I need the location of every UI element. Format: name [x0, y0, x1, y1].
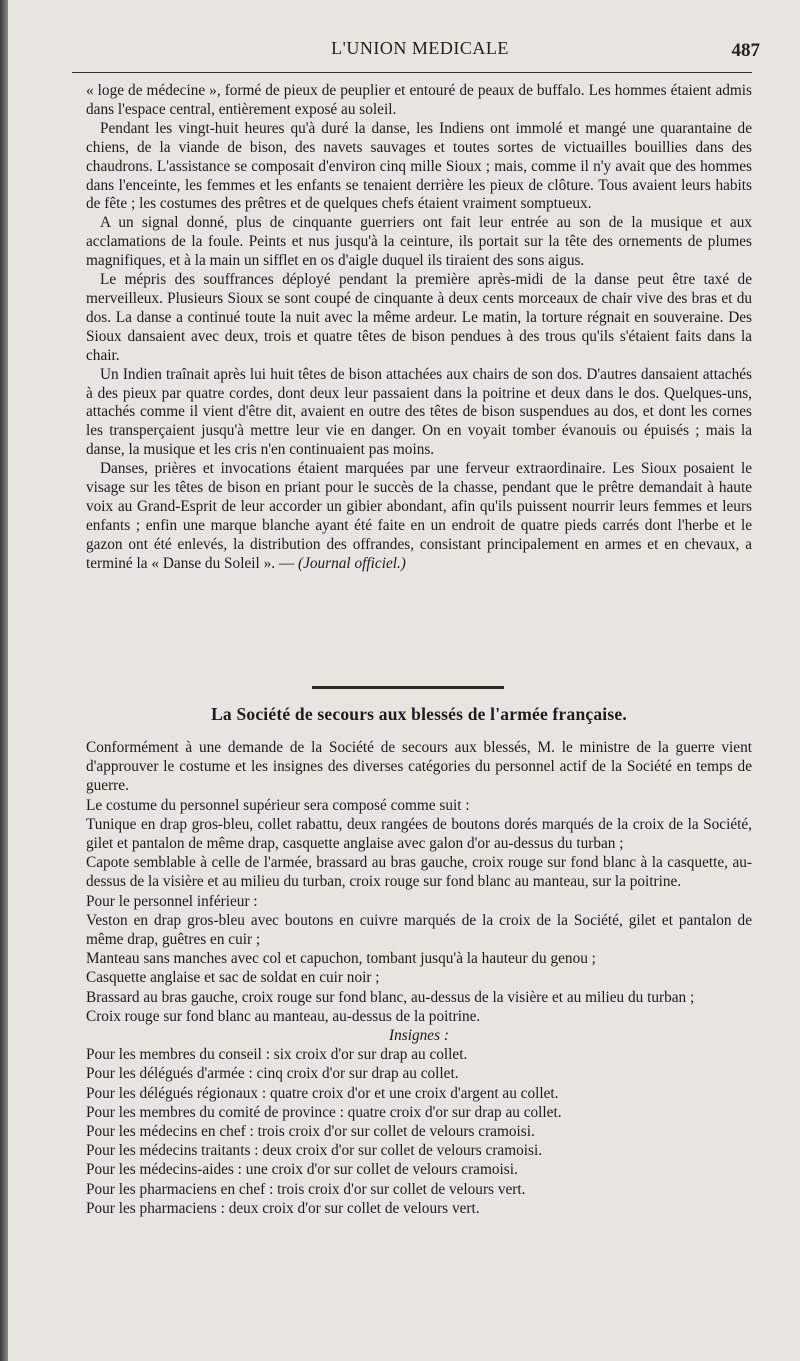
page-header [80, 36, 760, 66]
paragraph: Un Indien traînait après lui huit têtes de bison attachées aux chairs de son dos. D'autres dansaient attachés à des pieux par quatre cordes, dont deux leur passaient dans la poitrine et deux dans le dos. Quelques-uns, attachés comme il vient d'être dit, avaient en outre des têtes de bison suspendues au dos, et dont les cornes les transperçaient jusqu'à mettre leur vie en danger. On en voyait tomber évanouis ou épuisés ; mais la danse, la musique et les cris n'en continuaient pas moins. [86, 365, 752, 459]
paragraph: Capote semblable à celle de l'armée, brassard au bras gauche, croix rouge sur fond blanc à la casquette, au-dessus de la visière et au milieu du turban, croix rouge sur fond blanc au manteau, sur la poitrine. [86, 854, 752, 891]
insignes-heading: Insignes : [389, 1027, 449, 1045]
list-item: Pour les pharmaciens : deux croix d'or sur collet de velours vert. [86, 1199, 480, 1217]
paragraph: Pendant les vingt-huit heures qu'à duré la danse, les Indiens ont immolé et mangé une quarantaine de chiens, de la viande de bison, des navets sauvages et toutes sortes de victuailles bouillies dans des chaudrons. L'assistance se composait d'environ cinq mille Sioux ; mais, comme il n'y avait que des hommes dans l'enceinte, les femmes et les enfants se tenaient derrière les pieux de clôture. Tous avaient leurs habits de fête ; les costumes des prêtres et de quelques chefs étaient vraiment somptueux. [86, 119, 752, 213]
list-item: Pour les médecins en chef : trois croix d'or sur collet de velours cramoisi. [86, 1123, 535, 1141]
header-rule [72, 72, 752, 73]
paragraph: Le costume du personnel supérieur sera composé comme suit : [86, 796, 470, 814]
paragraph: Tunique en drap gros-bleu, collet rabattu, deux rangées de boutons dorés marqués de la croix de la Société, gilet et pantalon de même drap, casquette anglaise avec galon d'or au-dessus du turban ; [86, 815, 752, 853]
paragraph: Conformément à une demande de la Société de secours aux blessés, M. le ministre de la guerre vient d'approuver le costume et les insignes des diverses catégories du personnel actif de la Société en temps de guerre. [86, 739, 752, 795]
source-citation: (Journal officiel.) [298, 554, 406, 572]
paragraph: Le mépris des souffrances déployé pendant la première après-midi de la danse peut être taxé de merveilleux. Plusieurs Sioux se sont coupé de cinquante à deux cents morceaux de chair vive des bras et du dos. La danse a continué toute la nuit avec la même ardeur. Le matin, la torture régnait en souveraine. Des Sioux dansaient avec deux, trois et quatre têtes de bison pendues à des trous qu'ils s'étaient faits dans la chair. [86, 271, 752, 364]
paragraph-text: Danses, prières et invocations étaient marquées par une ferveur extraordinaire. Les Sioux posaient le visage sur les têtes de bison en priant pour le succès de la chasse, pendant que le prêtre demandait à haute voix au Grand-Esprit de leur accorder un gibier abondant, afin qu'ils puissent nourrir leurs femmes et leurs enfants ; enfin une marque blanche ayant été faite en un endroit de quatre pieds carrés dont l'herbe et le gazon ont été enlevés, la distribution des offrandes, consistant principalement en armes et en chevaux, a terminé la « Danse du Soleil ». — [86, 460, 752, 572]
section-separator [312, 686, 504, 689]
paragraph: Croix rouge sur fond blanc au manteau, au-dessus de la poitrine. [86, 1007, 481, 1025]
journal-title: L'UNION MEDICALE [331, 38, 509, 58]
paragraph: Veston en drap gros-bleu avec boutons en cuivre marqués de la croix de la Société, gilet et pantalon de même drap, guêtres en cuir ; [86, 911, 752, 949]
paragraph-last [86, 460, 752, 573]
paragraph: Pour le personnel inférieur : [86, 892, 258, 910]
list-item: Pour les pharmaciens en chef : trois croix d'or sur collet de velours vert. [86, 1180, 526, 1198]
list-item: Pour les délégués d'armée : cinq croix d'or sur drap au collet. [86, 1065, 459, 1083]
paragraph: Manteau sans manches avec col et capuchon, tombant jusqu'à la hauteur du genou ; [86, 950, 596, 968]
list-item: Pour les délégués régionaux : quatre croix d'or et une croix d'argent au collet. [86, 1084, 559, 1102]
list-item: Pour les médecins-aides : une croix d'or sur collet de velours cramoisi. [86, 1161, 518, 1179]
section-title: La Société de secours aux blessés de l'armée française. [211, 704, 627, 724]
list-item: Pour les membres du comité de province : quatre croix d'or sur drap au collet. [86, 1103, 562, 1121]
paragraph: Casquette anglaise et sac de soldat en cuir noir ; [86, 969, 380, 987]
paragraph: « loge de médecine », formé de pieux de peuplier et entouré de peaux de buffalo. Les hommes étaient admis dans l'espace central, entièrement exposé au soleil. [86, 82, 752, 118]
page-number: 487 [731, 40, 760, 61]
list-item: Pour les membres du conseil : six croix d'or sur drap au collet. [86, 1046, 468, 1064]
list-item: Pour les médecins traitants : deux croix d'or sur collet de velours cramoisi. [86, 1142, 543, 1160]
page-binding-edge [0, 0, 8, 1361]
article-secours-blesses [86, 738, 752, 1218]
article-sun-dance [86, 82, 752, 574]
paragraph: A un signal donné, plus de cinquante guerriers ont fait leur entrée au son de la musique et aux acclamations de la foule. Peints et nus jusqu'à la ceinture, ils portait sur la tête des ornements de plumes magnifiques, et à la main un sifflet en os d'aigle duquel ils tiraient des sons aigus. [86, 214, 752, 270]
paragraph: Brassard au bras gauche, croix rouge sur fond blanc, au-dessus de la visière et au milieu du turban ; [86, 988, 695, 1006]
